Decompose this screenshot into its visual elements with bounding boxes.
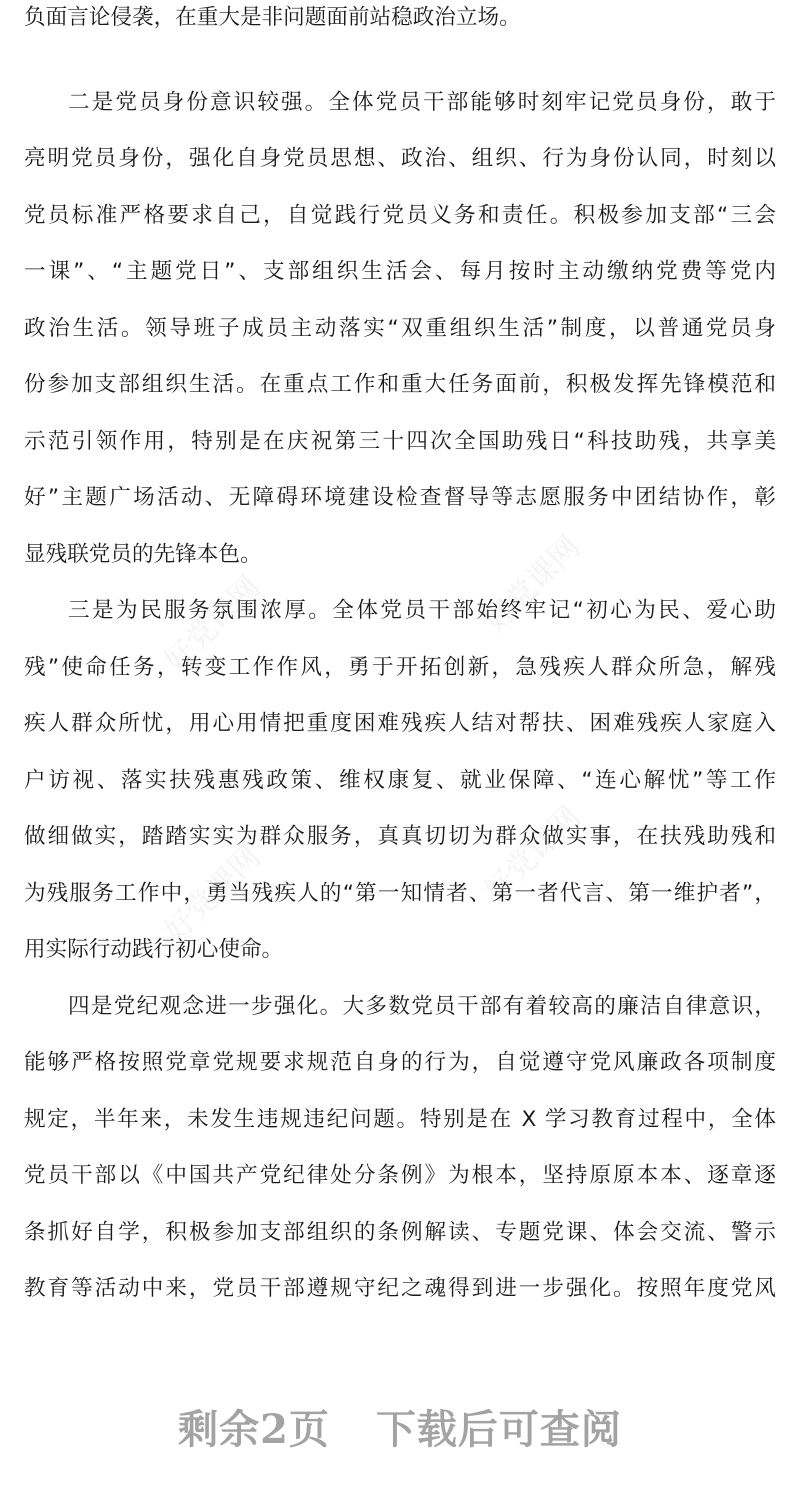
text-line: 亮明党员身份，强化自身党员思想、政治、组织、行为身份认同，时刻以 — [24, 146, 776, 171]
text-line: 教育等活动中来，党员干部遵规守纪之魂得到进一步强化。按照年度党风 — [24, 1276, 776, 1301]
text-line: 显残联党员的先锋本色。 — [24, 541, 262, 567]
text-line: 党员干部以《中国共产党纪律处分条例》为根本，坚持原原本本、逐章逐 — [24, 1163, 776, 1188]
text-line: 党员标准严格要求自己，自觉践行党员义务和责任。积极参加支部“三会 — [24, 202, 776, 228]
paragraph — [24, 75, 776, 584]
text-line: 三是为民服务氛围浓厚。全体党员干部始终牢记“初心为民、爱心助 — [68, 598, 776, 623]
text-line: 政治生活。领导班子成员主动落实“双重组织生活”制度，以普通党员身 — [24, 315, 776, 341]
watermark: 好党课网 — [157, 839, 268, 950]
text-line: 疾人群众所忧，用心用情把重度困难残疾人结对帮扶、困难残疾人家庭入 — [24, 711, 776, 736]
text-line: 二是党员身份意识较强。全体党员干部能够时刻牢记党员身份，敢于 — [68, 89, 776, 115]
download-prompt[interactable] — [0, 1398, 800, 1455]
watermark: 好党课网 — [477, 529, 588, 640]
text-line: 残”使命任务，转变工作作风，勇于开拓创新，急残疾人群众所急，解残 — [24, 654, 776, 680]
download-to-view-text[interactable]: 下载后可查阅 — [375, 1406, 622, 1453]
text-line: 份参加支部组织生活。在重点工作和重大任务面前，积极发挥先锋模范和 — [24, 372, 776, 397]
text-line: 好”主题广场活动、无障碍环境建设检查督导等志愿服务中团结协作，彰 — [24, 485, 776, 510]
text-line: 户访视、落实扶残惠残政策、维权康复、就业保障、“连心解忧”等工作 — [24, 767, 776, 793]
document-body — [24, 0, 776, 1318]
text-line: 一课”、“主题党日”、支部组织生活会、每月按时主动缴纳党费等党内 — [24, 259, 776, 284]
text-line: 为残服务工作中，勇当残疾人的“第一知情者、第一者代言、第一维护者”， — [24, 880, 776, 906]
text-line: 四是党纪观念进一步强化。大多数党员干部有着较高的廉洁自律意识， — [68, 993, 776, 1019]
text-line: 规定，半年来，未发生违规违纪问题。特别是在 X 学习教育过程中，全体 — [24, 1106, 776, 1132]
watermark: 好党课网 — [477, 799, 588, 910]
text-line: 用实际行动践行初心使命。 — [24, 937, 284, 962]
text-line: 条抓好自学，积极参加支部组织的条例解读、专题党课、体会交流、警示 — [24, 1219, 776, 1245]
paragraph — [24, 0, 776, 47]
remaining-pages-text: 剩余2页 — [178, 1406, 330, 1453]
text-line: 做细做实，踏踏实实为群众服务，真真切切为群众做实事，在扶残助残和 — [24, 824, 776, 849]
text-line: 示范引领作用，特别是在庆祝第三十四次全国助残日“科技助残，共享美 — [24, 428, 776, 454]
text-line: 负面言论侵袭，在重大是非问题面前站稳政治立场。 — [24, 5, 521, 30]
paragraph — [24, 583, 776, 979]
text-line: 能够严格按照党章党规要求规范自身的行为，自觉遵守党风廉政各项制度 — [24, 1050, 776, 1075]
paragraph — [24, 979, 776, 1318]
watermark: 好党课网 — [157, 569, 268, 680]
